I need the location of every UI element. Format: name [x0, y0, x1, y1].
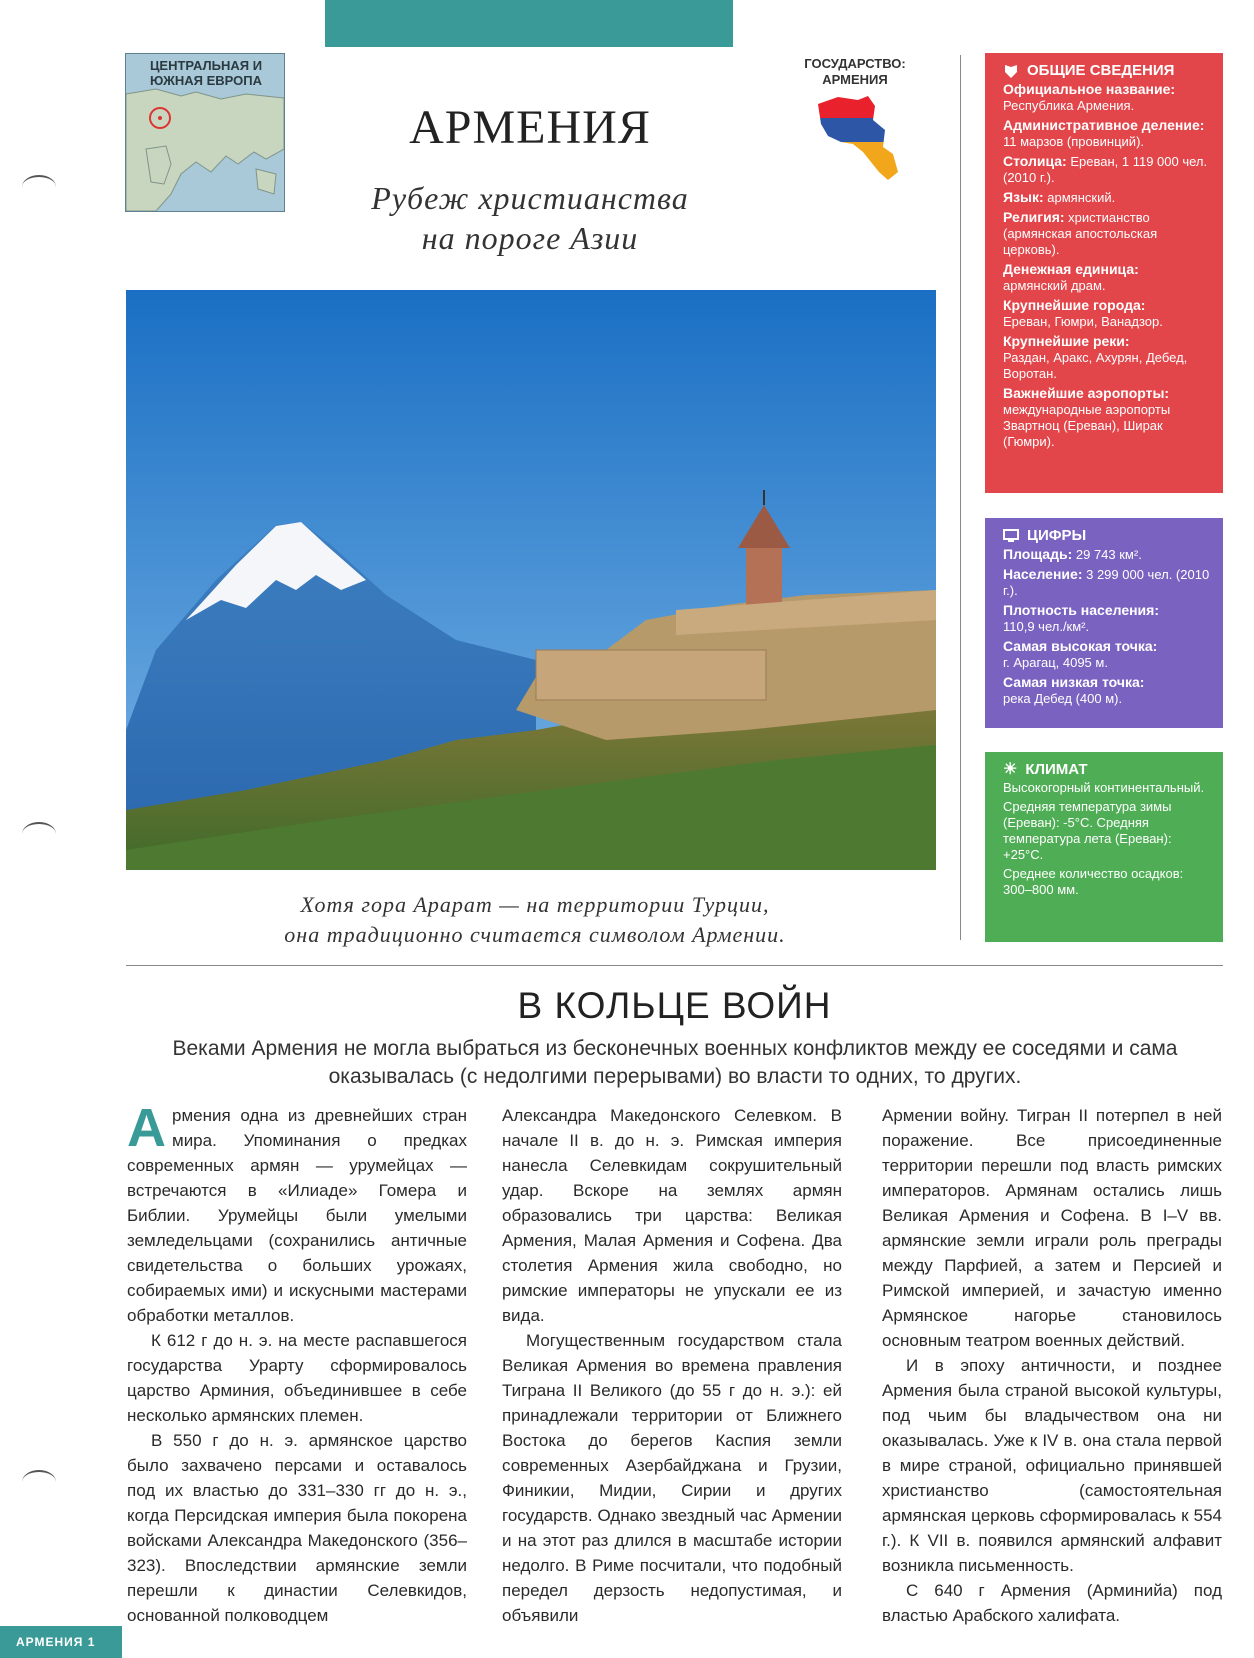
info-item	[1003, 674, 1211, 707]
info-key: Язык:	[1003, 189, 1044, 205]
paragraph: С 640 г Армения (Арминийа) под властью Арабского халифата.	[882, 1581, 1222, 1625]
paragraph: И в эпоху античности, и позднее Армения была страной высокой культуры, под чьим бы владычеством она ни оказывалась. Уже к IV в. она стала первой в мире страной, официально принявшей христианство (самостоятельная армянская церковь сформировалась к 554 г.). К VII в. появился армянский алфавит возникла письменность.	[882, 1356, 1222, 1575]
info-value: 11 марзов (провинций).	[1003, 134, 1145, 149]
info-key: Население:	[1003, 566, 1083, 582]
binder-hole	[22, 1470, 56, 1494]
panel-heading-text: ЦИФРЫ	[1027, 527, 1087, 544]
general-info-panel	[985, 53, 1223, 493]
article-heading: В КОЛЬЦЕ ВОЙН	[517, 985, 832, 1026]
paragraph: К 612 г до н. э. на месте распавшегося государства Урарту сформировалось царство Арминия, объединившее в себе несколько армянских племен.	[127, 1331, 467, 1425]
climate-text: Средняя температура зимы (Ереван): -5°С. Средняя температура лета (Ереван): +25°С.	[1003, 799, 1172, 862]
article-column	[882, 1103, 1222, 1628]
article-column	[127, 1098, 467, 1628]
info-value: 110,9 чел./км².	[1003, 619, 1090, 634]
info-value: Раздан, Аракс, Ахурян, Дебед, Воротан.	[1003, 350, 1188, 381]
info-value: река Дебед (400 м).	[1003, 691, 1123, 706]
info-value: Республика Армения.	[1003, 98, 1135, 113]
info-item	[1003, 81, 1211, 114]
region-label: ЦЕНТРАЛЬНАЯ И ЮЖНАЯ ЕВРОПА	[149, 58, 263, 88]
info-key: Столица:	[1003, 153, 1067, 169]
info-item	[1003, 189, 1211, 206]
info-item	[1003, 602, 1211, 635]
locator-map	[125, 53, 285, 212]
info-value: армянский.	[1047, 190, 1116, 205]
info-key: Официальное название:	[1003, 81, 1176, 97]
info-value: Ереван, Гюмри, Ванадзор.	[1003, 314, 1163, 329]
photo-caption	[150, 890, 920, 950]
armenia-flag-map-icon	[813, 92, 903, 182]
info-value: 29 743 км².	[1075, 547, 1142, 562]
shield-icon	[1003, 63, 1019, 79]
info-item	[1003, 333, 1211, 382]
info-key: Религия:	[1003, 209, 1065, 225]
info-item	[1003, 566, 1211, 599]
info-value: Ереван, 1 119 000 чел. (2010 г.).	[1003, 154, 1208, 185]
info-key: Денежная единица:	[1003, 261, 1139, 277]
info-value: г. Арагац, 4095 м.	[1003, 655, 1108, 670]
panel-heading	[1003, 528, 1211, 544]
panel-heading-text: КЛИМАТ	[1025, 761, 1088, 778]
drop-cap: А	[127, 1098, 166, 1158]
binder-hole	[22, 822, 56, 846]
info-item	[1003, 261, 1211, 294]
divider	[126, 965, 1223, 966]
info-value: армянский драм.	[1003, 278, 1106, 293]
panel-heading	[1003, 63, 1211, 79]
caption-line: Хотя гора Арарат — на территории Турции,	[300, 892, 770, 917]
paragraph: Александра Македонского Селевком. В начале II в. до н. э. Римская империя нанесла Селевкидам сокрушительный удар. Вскоре на землях армян образовались три царства: Великая Армения, Малая Армения и Софена. Два столетия Армения жила свободно, но римские императоры не упускали ее из вида.	[502, 1106, 842, 1325]
info-item	[1003, 638, 1211, 671]
info-key: Площадь:	[1003, 546, 1073, 562]
paragraph: Армении войну. Тигран II потерпел в ней поражение. Все присоединенные территории перешли под власть римских императоров. Армянам остались лишь Великая Армения и Софена. В I–V вв. армянские земли играли роль преграды между Парфией, а затем и Персией и Римской империей, и зачастую именно Армянское нагорье становилось основным театром военных действий.	[882, 1106, 1222, 1350]
paragraph-text: рмения одна из древнейших стран мира. Упоминания о предках современных армян — урумейцах — встречаются в «Илиаде» Гомера и Библии. Урумейцы были умелыми земледельцами (сохранились античные свидетельства о больших урожаях, собираемых ими) и искусными мастерами обработки металлов.	[127, 1106, 467, 1325]
paragraph	[127, 1098, 467, 1328]
climate-text: Высокогорный континентальный.	[1003, 780, 1205, 795]
info-key: Самая высокая точка:	[1003, 638, 1158, 654]
info-key: Крупнейшие города:	[1003, 297, 1146, 313]
info-key: Важнейшие аэропорты:	[1003, 385, 1170, 401]
article-column	[502, 1103, 842, 1628]
info-item	[1003, 117, 1211, 150]
info-value: христианство (армянская апостольская церковь).	[1003, 210, 1158, 257]
ararat-photo	[126, 290, 936, 870]
sun-icon: ☀	[1003, 761, 1018, 778]
figures-panel	[985, 518, 1223, 728]
page-subtitle	[330, 178, 730, 258]
info-item	[1003, 385, 1211, 450]
info-item	[1003, 153, 1211, 186]
state-label: ГОСУДАРСТВО: АРМЕНИЯ	[804, 56, 906, 87]
subtitle-line: Рубеж христианства	[371, 180, 689, 216]
subtitle-line: на пороге Азии	[421, 220, 639, 256]
article-lead: Веками Армения не могла выбраться из бесконечных военных конфликтов между ее соседями и сама оказывалась (с недолгими перерывами) во власти то одних, то других.	[172, 1037, 1178, 1088]
paragraph: В 550 г до н. э. армянское царство было захвачено персами и оставалось под их властью до 331–330 гг до н. э., когда Персидская империя была покорена войсками Александра Македонского (356–323). Впоследствии армянские земли перешли к династии Селевкидов, основанной полководцем	[127, 1431, 467, 1625]
header-accent-bar	[325, 0, 733, 47]
caption-line: она традиционно считается символом Армении.	[284, 922, 786, 947]
info-item	[1003, 546, 1211, 563]
footer-label: АРМЕНИЯ 1	[0, 1626, 122, 1658]
climate-panel	[985, 752, 1223, 942]
info-value: международные аэропорты Звартноц (Ереван), Ширак (Гюмри).	[1003, 402, 1171, 449]
info-key: Плотность населения:	[1003, 602, 1159, 618]
info-key: Самая низкая точка:	[1003, 674, 1145, 690]
paragraph: Могущественным государством стала Великая Армения во времена правления Тиграна II Великого (до 55 г до н. э.): ей принадлежали территории от Ближнего Востока до берегов Каспия земли современных Азербайджана и Грузии, Финикии, Мидии, Сирии и других государств. Однако звездный час Армении и на этот раз длился в масштабе истории недолго. В Риме посчитали, что подобный передел дерзость недопустимая, и объявили	[502, 1331, 842, 1625]
climate-text: Среднее количество осадков: 300–800 мм.	[1003, 866, 1184, 897]
info-key: Административное деление:	[1003, 117, 1205, 133]
info-value: 3 299 000 чел. (2010 г.).	[1003, 567, 1210, 598]
info-key: Крупнейшие реки:	[1003, 333, 1130, 349]
computer-icon	[1003, 528, 1019, 544]
panel-heading-text: ОБЩИЕ СВЕДЕНИЯ	[1027, 62, 1175, 79]
info-item	[1003, 297, 1211, 330]
page-title: АРМЕНИЯ	[409, 101, 651, 154]
panel-heading	[1003, 762, 1211, 778]
info-item	[1003, 209, 1211, 258]
binder-hole	[22, 175, 56, 199]
divider	[960, 55, 961, 940]
